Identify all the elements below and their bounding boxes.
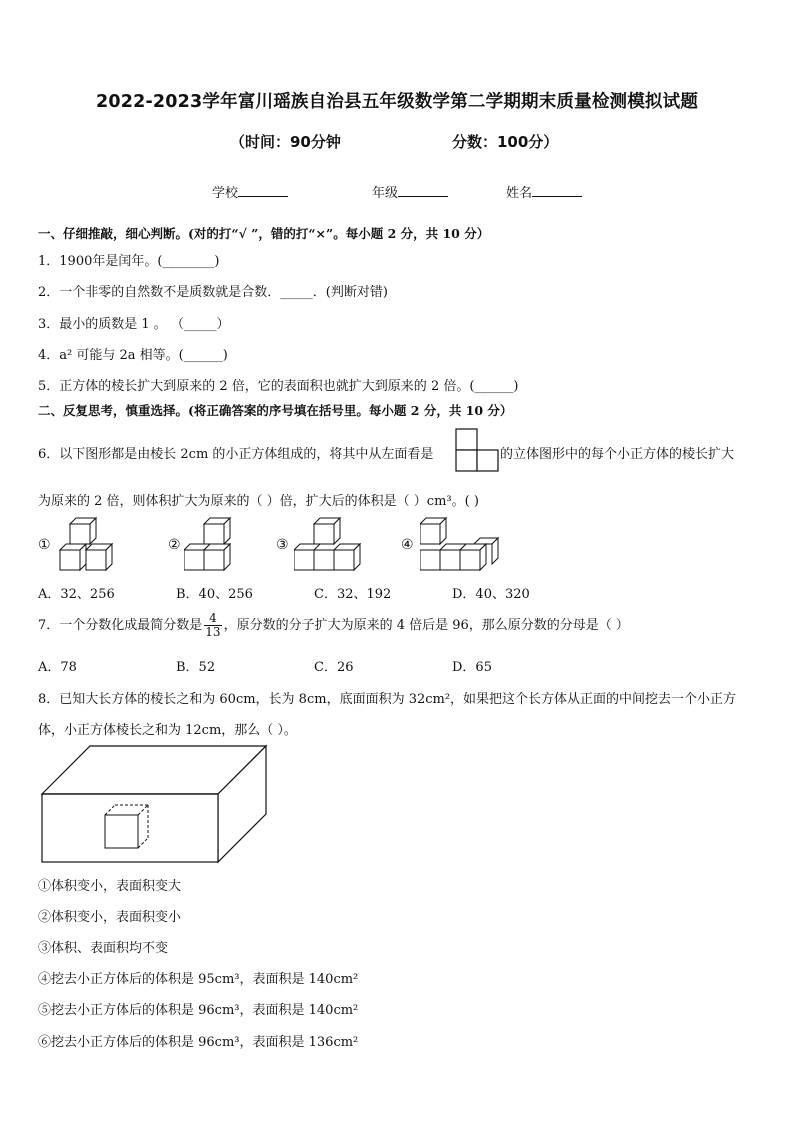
question-1: 1．1900年是闰年。(________) xyxy=(38,254,220,269)
question-6-part1: 6．以下图形都是由棱长 2cm 的小正方体组成的，将其中从左面看是 xyxy=(38,447,434,462)
q8-choice-3[interactable]: ③体积、表面积均不变 xyxy=(38,941,169,956)
q6-option-b[interactable]: B．40、256 xyxy=(176,587,253,602)
q6-option-c[interactable]: C．32、192 xyxy=(314,587,392,602)
question-7-part2: ，原分数的分子扩大为原来的 4 倍后是 96，那么原分数的分母是（ ） xyxy=(223,618,629,633)
question-6-part2: 的立体图形中的每个小正方体的棱长扩大 xyxy=(500,447,735,462)
fraction-denominator: 13 xyxy=(205,625,221,639)
q7-option-c[interactable]: C．26 xyxy=(314,660,354,675)
cube-figure-4 xyxy=(420,516,500,572)
question-8-line2: 体，小正方体棱长之和为 12cm，那么（ ）。 xyxy=(38,723,297,738)
question-5: 5．正方体的棱长扩大到原来的 2 倍，它的表面积也就扩大到原来的 2 倍。(______) xyxy=(38,379,519,394)
section2-heading: 二、反复思考，慎重选择。(将正确答案的序号填在括号里。每小题 2 分，共 10 分） xyxy=(38,403,513,418)
fraction-numerator: 4 xyxy=(204,612,221,626)
fig-label-4: ④ xyxy=(401,537,414,553)
left-view-figure xyxy=(455,428,499,472)
name-label: 姓名 xyxy=(506,186,533,201)
q8-choice-1[interactable]: ①体积变小，表面积变大 xyxy=(38,879,182,894)
section1-heading: 一、仔细推敲，细心判断。(对的打“√ ”，错的打“×”。每小题 2 分，共 10 分） xyxy=(38,226,490,241)
cuboid-diagram xyxy=(38,742,270,866)
q8-choice-6[interactable]: ⑥挖去小正方体后的体积是 96cm³，表面积是 136cm² xyxy=(38,1035,359,1050)
school-field xyxy=(212,182,288,201)
question-6-line2: 为原来的 2 倍，则体积扩大为原来的（ ）倍，扩大后的体积是（ ）cm³。( ) xyxy=(38,494,479,509)
exam-time: （时间：90分钟 xyxy=(230,133,341,151)
fig-label-1: ① xyxy=(38,537,51,553)
q6-option-d[interactable]: D．40、320 xyxy=(452,587,530,602)
name-blank[interactable] xyxy=(532,196,582,197)
q8-choice-4[interactable]: ④挖去小正方体后的体积是 95cm³，表面积是 140cm² xyxy=(38,972,359,987)
grade-blank[interactable] xyxy=(398,196,448,197)
q7-option-a[interactable]: A．78 xyxy=(38,660,77,675)
grade-label: 年级 xyxy=(372,186,399,201)
question-7 xyxy=(38,612,629,640)
fig-label-2: ② xyxy=(168,537,181,553)
question-7-part1: 7．一个分数化成最简分数是 xyxy=(38,618,203,633)
exam-score: 分数：100分） xyxy=(452,133,559,151)
cube-figure-2 xyxy=(184,516,236,572)
question-2: 2．一个非零的自然数不是质数就是合数．_____．(判断对错) xyxy=(38,285,388,300)
school-blank[interactable] xyxy=(238,196,288,197)
cube-figure-3 xyxy=(294,516,366,572)
question-8-line1: 8．已知大长方体的棱长之和为 60cm，长为 8cm，底面面积为 32cm²，如果把这个长方体从正面的中间挖去一个小正方 xyxy=(38,692,737,707)
name-field xyxy=(506,182,582,201)
q7-option-d[interactable]: D．65 xyxy=(452,660,492,675)
fraction-4-13 xyxy=(204,612,221,639)
q8-choice-2[interactable]: ②体积变小，表面积变小 xyxy=(38,910,182,925)
q8-choice-5[interactable]: ⑤挖去小正方体后的体积是 96cm³，表面积是 140cm² xyxy=(38,1003,359,1018)
page-title: 2022-2023学年富川瑶族自治县五年级数学第二学期期末质量检测模拟试题 xyxy=(95,92,699,112)
q7-option-b[interactable]: B．52 xyxy=(176,660,216,675)
question-4: 4．a² 可能与 2a 相等。(______) xyxy=(38,348,228,363)
fig-label-3: ③ xyxy=(276,537,289,553)
question-3: 3．最小的质数是 1 。 （_____） xyxy=(38,317,230,332)
school-label: 学校 xyxy=(212,186,239,201)
grade-field xyxy=(372,182,448,201)
q6-option-a[interactable]: A．32、256 xyxy=(38,587,115,602)
cube-figure-1 xyxy=(56,516,116,572)
